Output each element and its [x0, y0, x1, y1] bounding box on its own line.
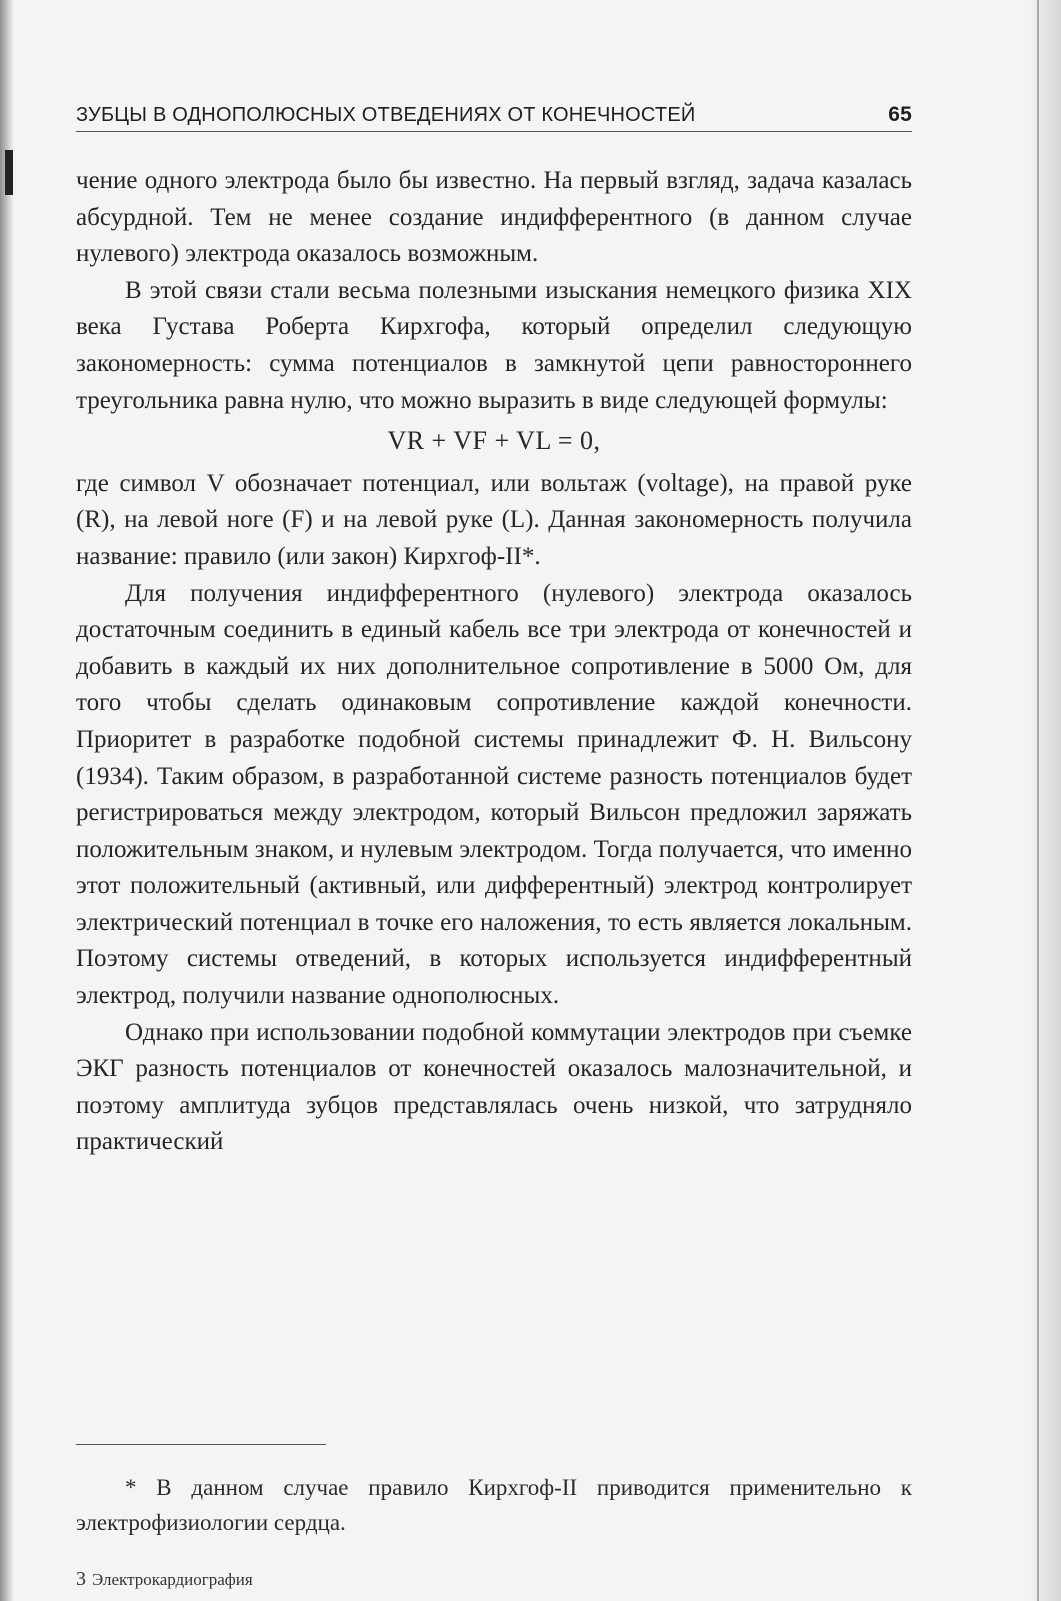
- paragraph-1: чение одного электрода было бы известно. На первый взгляд, задача казалась абсурдной. Тем не менее создание индифферентного (в данном случае нулевого) электрода оказалось возможным.: [76, 167, 912, 268]
- footnote: * В данном случае правило Кирхгоф-II приводится применительно к электрофизиологии сердца.: [76, 1475, 912, 1535]
- running-header-title: ЗУБЦЫ В ОДНОПОЛЮСНЫХ ОТВЕДЕНИЯХ ОТ КОНЕЧНОСТЕЙ: [76, 104, 696, 126]
- scan-edge-mark: [5, 150, 13, 195]
- paragraph-2: В этой связи стали весьма полезными изыскания немецкого физика XIX века Густава Роберта Кирхгофа, который определил следующую закономерность: сумма потенциалов в замкнутой цепи равностороннего треугольника равна нулю, что можно выразить в виде следующей формулы:: [76, 276, 912, 414]
- signature-label: Электрокардиография: [92, 1570, 253, 1589]
- paragraph-4: Для получения индифферентного (нулевого) электрода оказалось достаточным соединить в единый кабель все три электрода от конечностей и добавить в каждый их них дополнительное сопротивление в 5000 Ом, для того чтобы сделать одинаковым сопротивление каждой конечности. Приоритет в разработке подобной системы принадлежит Ф. Н. Вильсону (1934). Таким образом, в разработанной системе разность потенциалов будет регистрироваться между электродом, который Вильсон предложил заряжать положительным знаком, и нулевым электродом. Тогда получается, что именно этот положительный (активный, или дифферентный) электрод контролирует электрический потенциал в точке его наложения, то есть является локальным. Поэтому системы отведений, в которых используется индифферентный электрод, получили название однополюсных.: [76, 579, 912, 1010]
- page-number: 65: [888, 103, 912, 126]
- paragraph-5: Однако при использовании подобной коммутации электродов при съемке ЭКГ разность потенциалов от конечностей оказалось малозначительной, и поэтому амплитуда зубцов представлялась очень низкой, что затрудняло практический: [76, 1018, 912, 1156]
- printer-signature: [76, 1568, 253, 1591]
- body-text: [76, 163, 912, 1161]
- page-gutter-line: [1037, 0, 1039, 1601]
- page-edge-left: [0, 0, 14, 1601]
- kirchhoff-formula: VR + VF + VL = 0,: [387, 426, 601, 456]
- signature-number: 3: [76, 1568, 86, 1590]
- footnote-divider: [76, 1444, 326, 1445]
- page-edge-right: [1029, 0, 1061, 1601]
- running-header: [76, 96, 912, 132]
- paragraph-3: где символ V обозначает потенциал, или вольтаж (voltage), на правой руке (R), на левой ноге (F) и на левой руке (L). Данная закономерность получила название: правило (или закон) Кирхгоф-II*.: [76, 469, 912, 570]
